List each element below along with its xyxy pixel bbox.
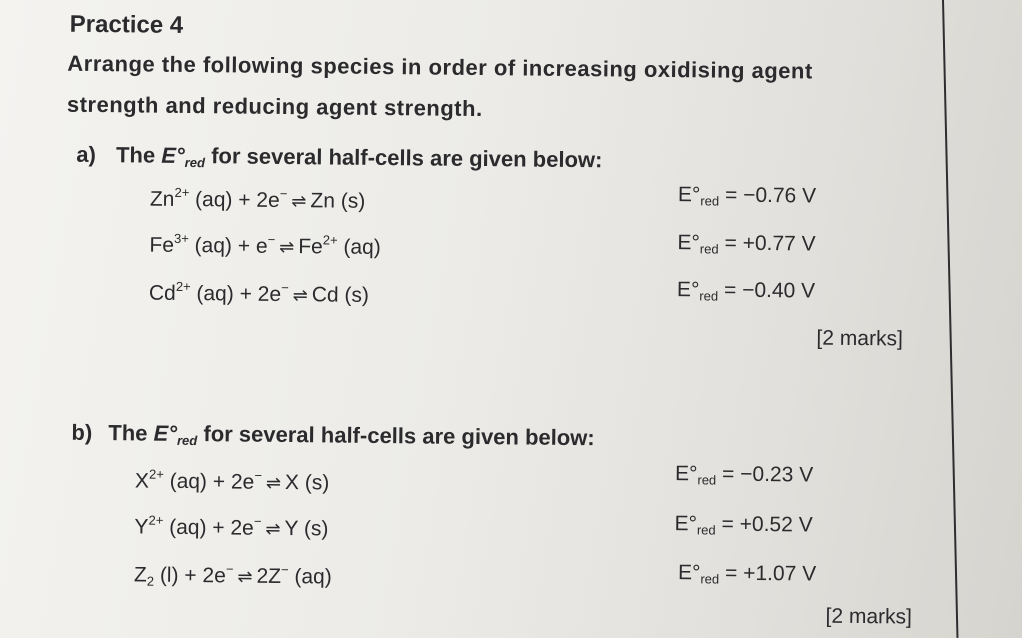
equilibrium-arrow-icon: ⇌ [292, 285, 308, 307]
equation-fe: $Fe^{3+}$ (aq) + e− ⇌ $Fe^{2+}$ (aq) [149, 230, 381, 260]
potential-x: $E^\circ_{red} = -0.23$ V [674, 462, 814, 488]
instruction-line-2: strength and reducing agent strength. [66, 91, 483, 122]
practice-title: Practice 4 [69, 10, 184, 39]
part-a-prompt: a) The $E^\circ_{red}$ for several half-cells are given below: [76, 141, 603, 173]
equilibrium-arrow-icon: ⇌ [237, 566, 253, 588]
part-a-label: a) [76, 141, 97, 168]
e-standard-symbol: E° [161, 142, 185, 168]
e-standard-symbol: E° [153, 420, 178, 446]
equilibrium-arrow-icon: ⇌ [279, 236, 295, 259]
equilibrium-arrow-icon: ⇌ [291, 191, 307, 213]
part-b-prompt: b) The $E^\circ_{red}$ for several half-cells are given below: [71, 419, 595, 451]
part-a-marks: [2 marks] [816, 326, 903, 351]
potential-z: $E^\circ_{red} = +1.07$ V [677, 561, 817, 587]
equation-cd: $Cd^{2+}$ (aq) + 2e− ⇌ Cd (s) [148, 278, 370, 307]
equation-zn: $Zn^{2+}$ (aq) + 2e− ⇌ Zn (s) [149, 184, 366, 213]
part-b-label: b) [71, 419, 93, 445]
equation-x: $X^{2+}$ (aq) + 2e− ⇌ X (s) [134, 466, 330, 495]
part-b-marks: [2 marks] [825, 604, 913, 629]
potential-fe: $E^\circ_{red} = +0.77$ V [677, 231, 816, 257]
equilibrium-arrow-icon: ⇌ [265, 472, 282, 494]
equation-y: $Y^{2+}$ (aq) + 2e− ⇌ Y (s) [134, 512, 329, 541]
potential-zn: $E^\circ_{red} = -0.76$ V [677, 183, 817, 209]
potential-y: $E^\circ_{red} = +0.52$ V [674, 512, 813, 538]
instruction-line-1: Arrange the following species in order of increasing oxidising agent [67, 50, 813, 84]
equilibrium-arrow-icon: ⇌ [265, 518, 281, 540]
potential-cd: $E^\circ_{red} = -0.40$ V [676, 278, 816, 304]
equation-z: $Z_2$ (l) + 2e− ⇌ 2Z− (aq) [133, 561, 332, 589]
